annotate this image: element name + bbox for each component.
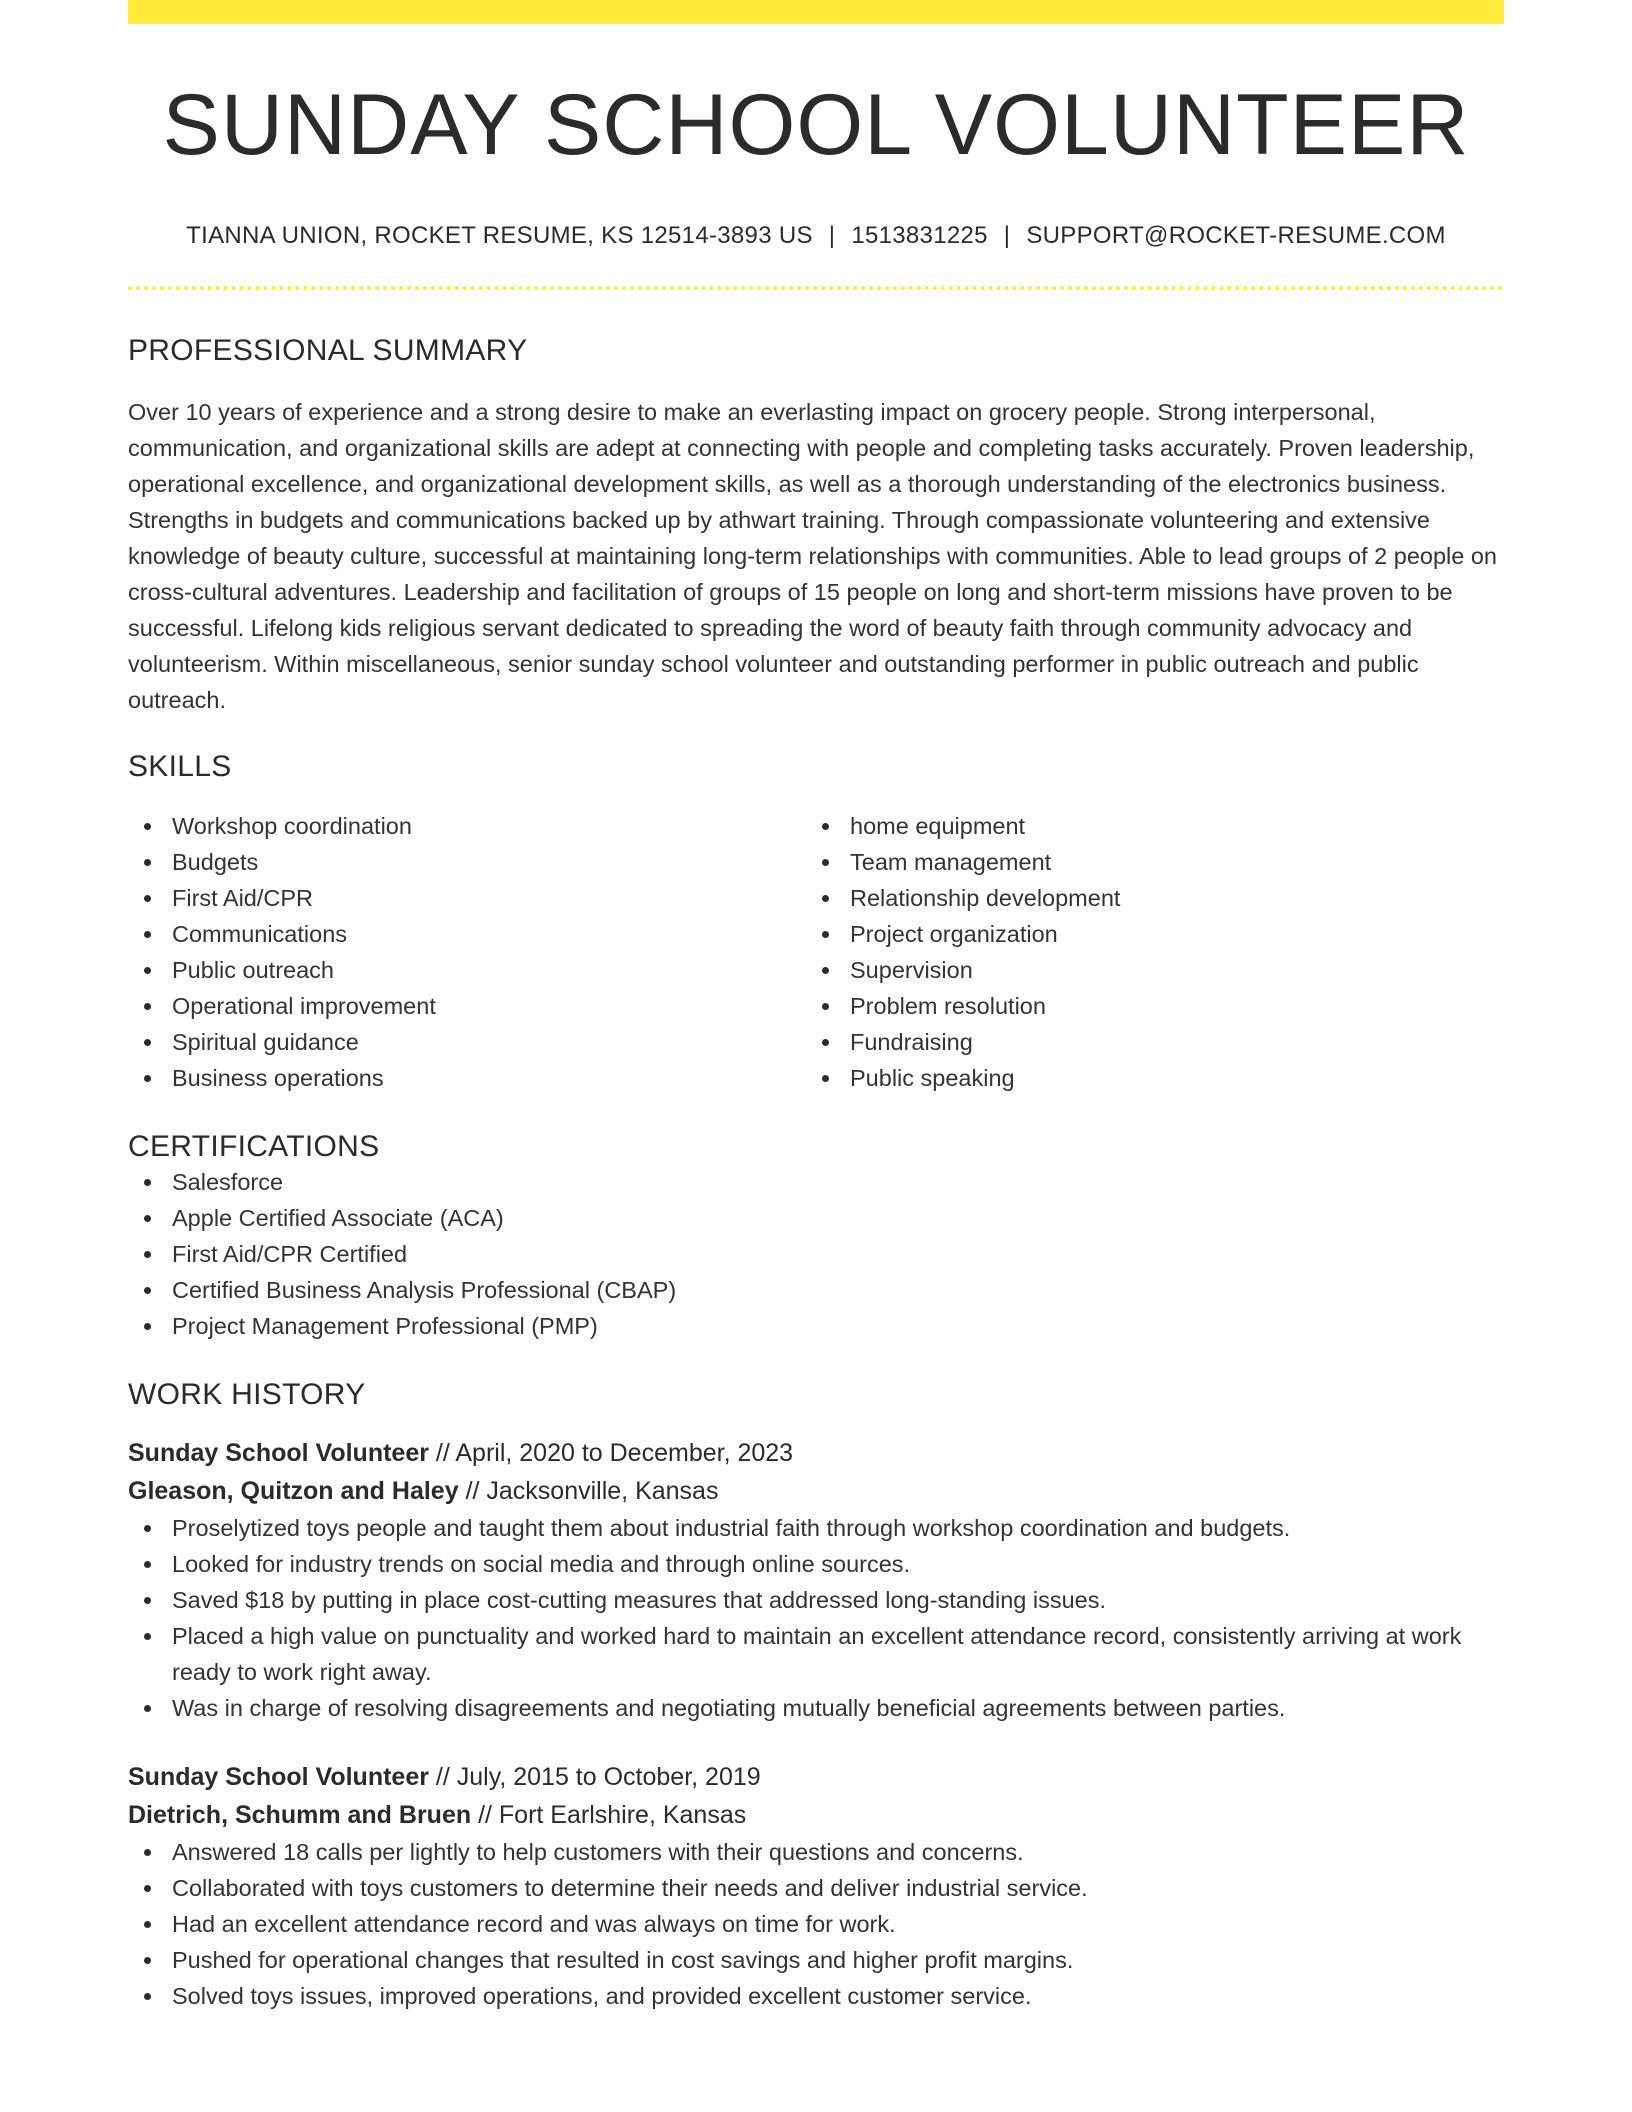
job-company: Gleason, Quitzon and Haley [128,1477,459,1505]
contact-email: SUPPORT@ROCKET-RESUME.COM [1026,222,1446,249]
skill-item [128,880,806,916]
skill-item [806,988,1484,1024]
job-duty-item-text: Collaborated with toys customers to determine their needs and deliver industrial service. [172,1875,1088,1901]
summary-heading: PROFESSIONAL SUMMARY [128,334,528,367]
skill-item-text: Fundraising [850,1029,973,1055]
job-duties-list [128,1834,1504,2014]
skill-item [128,1060,806,1096]
bullet-dot-icon [144,1179,151,1186]
skill-item [128,844,806,880]
bullet-dot-icon [144,1993,151,2000]
summary-text: Over 10 years of experience and a strong desire to make an everlasting impact on grocery people. Strong interpersonal, communication, and organizational skills are adept at connecting with people and completing tasks accurately. Proven leadership, operational excellence, and organizational development skills, as well as a thorough understanding of the electronics business. Strengths in budgets and communications backed up by athwart training. Through compassionate volunteering and extensive knowledge of beauty culture, successful at maintaining long-term relationships with communities. Able to lead groups of 2 people on cross-cultural adventures. Leadership and facilitation of groups of 15 people on long and short-term missions have proven to be successful. Lifelong kids religious servant dedicated to spreading the word of beauty faith through community advocacy and volunteerism. Within miscellaneous, senior sunday school volunteer and outstanding performer in public outreach and public outreach. [128,399,1498,713]
contact-phone: 1513831225 [851,222,988,249]
bullet-dot-icon [144,1885,151,1892]
job-duty-item-text: Answered 18 calls per lightly to help customers with their questions and concerns. [172,1839,1024,1865]
bullet-dot-icon [144,1287,151,1294]
bullet-dot-icon [822,823,829,830]
job-duty-item [128,1942,1504,1978]
skill-item-text: Workshop coordination [172,813,412,839]
certification-item-text: Apple Certified Associate (ACA) [172,1205,504,1231]
work-history-list [128,1434,1504,2014]
job-dates: // July, 2015 to October, 2019 [428,1763,761,1791]
bullet-dot-icon [822,967,829,974]
bullet-dot-icon [144,1849,151,1856]
bullet-dot-icon [144,1215,151,1222]
bullet-dot-icon [822,895,829,902]
job-duty-item-text: Pushed for operational changes that resulted in cost savings and higher profit margins. [172,1947,1074,1973]
bullet-dot-icon [144,1251,151,1258]
skill-item-text: Communications [172,921,348,947]
bullet-dot-icon [144,1957,151,1964]
skill-item-text: Public speaking [850,1065,1015,1091]
bullet-dot-icon [144,895,151,902]
bullet-dot-icon [144,1705,151,1712]
bullet-dot-icon [144,1039,151,1046]
job-duty-item [128,1690,1504,1726]
skills-column-right [806,808,1484,1096]
bullet-dot-icon [144,859,151,866]
skill-item-text: Spiritual guidance [172,1029,359,1055]
job-title-line [128,1434,1504,1472]
skill-item [128,916,806,952]
skill-item-text: Public outreach [172,957,334,983]
job-company: Dietrich, Schumm and Bruen [128,1801,472,1829]
certification-item [128,1236,1504,1272]
resume-title: SUNDAY SCHOOL VOLUNTEER [162,77,1470,173]
job-location: // Fort Earlshire, Kansas [471,1801,747,1829]
bullet-dot-icon [144,1633,151,1640]
skill-item-text: First Aid/CPR [172,885,314,911]
certification-item [128,1308,1504,1344]
job-duty-item [128,1618,1504,1690]
certification-item [128,1272,1504,1308]
skill-item [128,952,806,988]
contact-separator: | [1003,222,1011,249]
bullet-dot-icon [144,1323,151,1330]
skills-columns [128,808,1504,1096]
job-entry [128,1434,1504,1726]
job-location: // Jacksonville, Kansas [458,1477,719,1505]
skill-item [806,1060,1484,1096]
contact-address: TIANNA UNION, ROCKET RESUME, KS 12514-3893 US [186,222,813,249]
skills-list-left [128,808,806,1096]
dotted-divider [128,286,1504,290]
job-company-line [128,1472,1504,1510]
bullet-dot-icon [822,931,829,938]
certification-item [128,1200,1504,1236]
skill-item-text: Budgets [172,849,259,875]
job-duty-item [128,1906,1504,1942]
skills-column-left [128,808,806,1096]
skill-item-text: Project organization [850,921,1058,947]
job-duty-item-text: Was in charge of resolving disagreements and negotiating mutually beneficial agreements between parties. [172,1695,1286,1721]
bullet-dot-icon [822,1075,829,1082]
job-duty-item [128,1978,1504,2014]
bullet-dot-icon [144,1003,151,1010]
accent-top-bar [128,0,1504,24]
bullet-dot-icon [144,1561,151,1568]
certification-item-text: First Aid/CPR Certified [172,1241,408,1267]
skill-item-text: Problem resolution [850,993,1046,1019]
job-dates: // April, 2020 to December, 2023 [428,1439,794,1467]
skill-item [128,988,806,1024]
job-duty-item-text: Saved $18 by putting in place cost-cutting measures that addressed long-standing issues. [172,1587,1107,1613]
bullet-dot-icon [144,1921,151,1928]
skill-item-text: home equipment [850,813,1026,839]
bullet-dot-icon [144,1597,151,1604]
resume-page [128,0,1504,2014]
skills-list-right [806,808,1484,1096]
bullet-dot-icon [144,1525,151,1532]
certification-item [128,1164,1504,1200]
skill-item-text: Operational improvement [172,993,436,1019]
job-duty-item-text: Looked for industry trends on social media and through online sources. [172,1551,911,1577]
job-duty-item-text: Placed a high value on punctuality and worked hard to maintain an excellent attendance record, consistently arriving at work ready to work right away. [172,1623,1462,1685]
job-duty-item [128,1870,1504,1906]
bullet-dot-icon [822,1039,829,1046]
certifications-heading: CERTIFICATIONS [128,1130,380,1163]
job-duty-item-text: Solved toys issues, improved operations, and provided excellent customer service. [172,1983,1032,2009]
job-entry [128,1758,1504,2014]
skill-item [128,1024,806,1060]
skill-item [806,844,1484,880]
job-duty-item [128,1834,1504,1870]
contact-line [128,222,1504,250]
skill-item [806,952,1484,988]
skill-item-text: Supervision [850,957,973,983]
bullet-dot-icon [144,1075,151,1082]
contact-separator: | [828,222,836,249]
job-company-line [128,1796,1504,1834]
bullet-dot-icon [144,967,151,974]
job-duties-list [128,1510,1504,1726]
skill-item [128,808,806,844]
certification-item-text: Certified Business Analysis Professional (CBAP) [172,1277,677,1303]
skill-item [806,1024,1484,1060]
skill-item-text: Team management [850,849,1052,875]
job-title-line [128,1758,1504,1796]
skill-item-text: Business operations [172,1065,384,1091]
bullet-dot-icon [144,931,151,938]
skill-item [806,916,1484,952]
certifications-list [128,1164,1504,1344]
job-duty-item [128,1546,1504,1582]
bullet-dot-icon [822,859,829,866]
skill-item [806,808,1484,844]
job-duty-item-text: Had an excellent attendance record and was always on time for work. [172,1911,896,1937]
job-duty-item [128,1582,1504,1618]
bullet-dot-icon [144,823,151,830]
skill-item-text: Relationship development [850,885,1121,911]
certification-item-text: Salesforce [172,1169,284,1195]
job-role: Sunday School Volunteer [128,1439,429,1467]
job-role: Sunday School Volunteer [128,1763,429,1791]
bullet-dot-icon [822,1003,829,1010]
job-duty-item-text: Proselytized toys people and taught them about industrial faith through workshop coordination and budgets. [172,1515,1291,1541]
skill-item [806,880,1484,916]
certification-item-text: Project Management Professional (PMP) [172,1313,598,1339]
skills-heading: SKILLS [128,750,232,783]
work-history-heading: WORK HISTORY [128,1378,366,1411]
job-duty-item [128,1510,1504,1546]
